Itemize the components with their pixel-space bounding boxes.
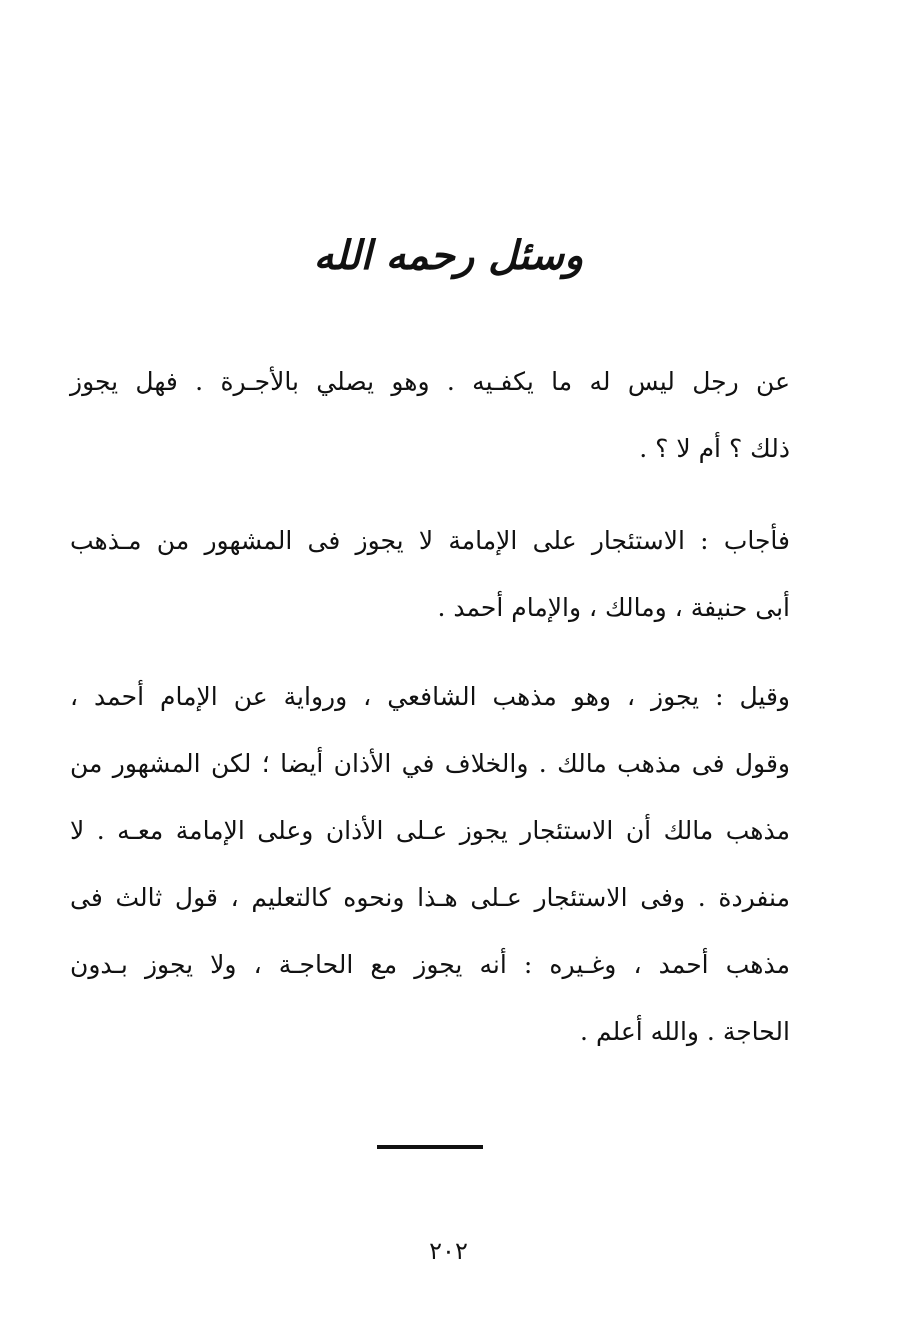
answer-paragraph <box>70 507 790 641</box>
section-divider <box>377 1145 483 1149</box>
text-line: ذلك ؟ أم لا ؟ . <box>639 434 790 463</box>
section-heading: وسئل رحمه الله <box>313 232 584 279</box>
text-line: الحاجة . والله أعلم . <box>580 1017 790 1046</box>
text-line: أبى حنيفة ، ومالك ، والإمام أحمد . <box>437 593 790 622</box>
opinions-paragraph <box>70 663 790 1065</box>
text-line: وقول فى مذهب مالك . والخلاف في الأذان أيضا ؛ لكن المشهور من <box>70 749 790 778</box>
text-line: فأجاب : الاستئجار على الإمامة لا يجوز فى المشهور من مـذهب <box>70 526 790 555</box>
text-line: مذهب أحمد ، وغـيره : أنه يجوز مع الحاجـة ، ولا يجوز بـدون <box>70 950 790 979</box>
question-paragraph <box>70 348 790 482</box>
text-line: وقيل : يجوز ، وهو مذهب الشافعي ، ورواية عن الإمام أحمد ، <box>70 682 790 711</box>
text-line: عن رجل ليس له ما يكفـيه . وهو يصلي بالأجـرة . فهل يجوز <box>70 367 790 396</box>
text-line: منفردة . وفى الاستئجار عـلى هـذا ونحوه كالتعليم ، قول ثالث فى <box>70 883 790 912</box>
page-number: ٢٠٢ <box>429 1237 468 1265</box>
text-line: مذهب مالك أن الاستئجار يجوز عـلى الأذان وعلى الإمامة معـه . لا <box>70 816 790 845</box>
